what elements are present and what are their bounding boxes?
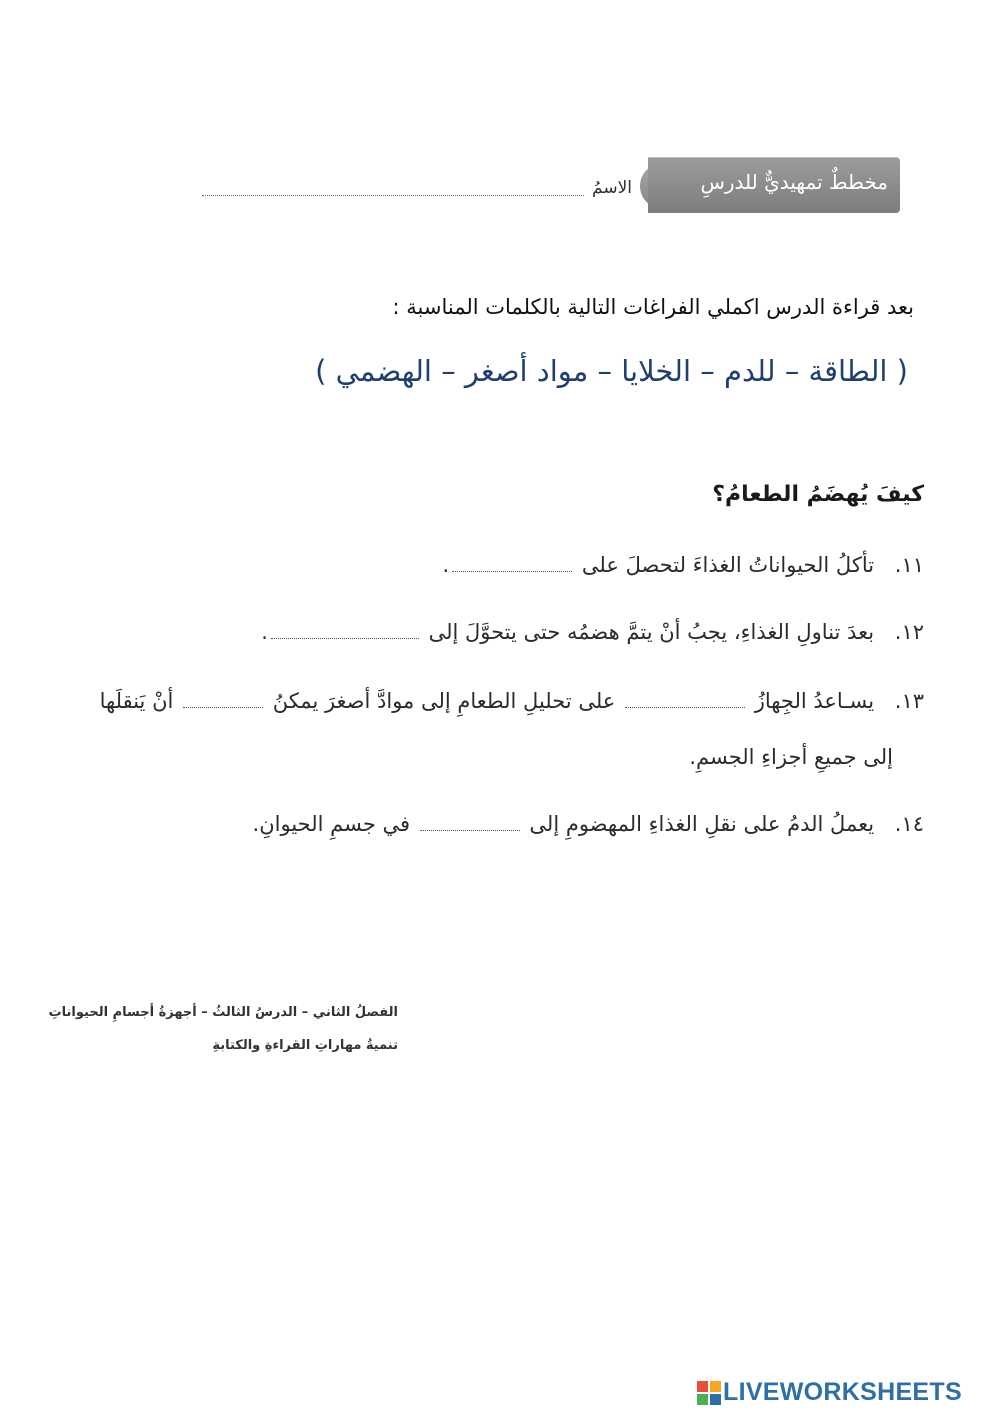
question-14: [253, 812, 924, 837]
answer-blank-11[interactable]: [452, 567, 572, 572]
word-bank: ( الطاقة – للدم – الخلايا – مواد أصغر – الهضمي ): [315, 354, 908, 388]
question-11: [443, 553, 924, 578]
liveworksheets-brand: [697, 1378, 997, 1408]
name-label: الاسمُ: [592, 178, 632, 198]
answer-blank-13b[interactable]: [183, 703, 263, 708]
question-12: [261, 620, 924, 645]
lesson-plan-title: مخططٌ تمهيديٌّ للدرسِ: [700, 170, 888, 194]
question-text: في جسمِ الحيوانِ.: [252, 812, 411, 836]
footer-chapter-info: الفصلُ الثاني – الدرسُ الثالثُ – أجهزةُ أجسامِ الحيواناتِ: [48, 1005, 398, 1020]
question-text: على تحليلِ الطعامِ إلى موادَّ أصغرَ يمكنُ: [272, 689, 616, 713]
question-end: .: [261, 620, 268, 644]
question-number: ١١.: [894, 553, 924, 577]
instruction-text: بعد قراءة الدرس اكملي الفراغات التالية بالكلمات المناسبة :: [392, 295, 914, 319]
question-text: أنْ يَنقلَها: [99, 689, 174, 713]
answer-blank-12[interactable]: [271, 634, 419, 639]
section-question-title: كيفَ يُهضَمُ الطعامُ؟: [712, 482, 924, 507]
question-end: .: [442, 553, 450, 577]
answer-blank-13a[interactable]: [625, 703, 745, 708]
question-13-continued: إلى جميعِ أجزاءِ الجسمِ.: [689, 745, 893, 769]
question-13: [100, 689, 924, 714]
brand-logo-icon: [697, 1381, 721, 1405]
brand-name: LIVEWORKSHEETS: [723, 1378, 962, 1406]
answer-blank-14[interactable]: [420, 826, 520, 831]
question-number: ١٤.: [894, 812, 924, 836]
name-input-line[interactable]: [202, 195, 584, 196]
question-number: ١٣.: [894, 689, 924, 713]
question-text: يعملُ الدمُ على نقلِ الغذاءِ المهضومِ إلى: [529, 812, 875, 836]
footer-skills-info: تنميةُ مهاراتِ القراءةِ والكتابةِ: [212, 1038, 398, 1053]
question-text: تأكلُ الحيواناتُ الغذاءَ لتحصلَ على: [581, 553, 875, 577]
question-text: يسـاعدُ الجِهازُ: [754, 689, 875, 713]
question-text: بعدَ تناولِ الغذاءِ، يجبُ أنْ يتمَّ هضمُه حتى يتحوَّلَ إلى: [428, 620, 875, 644]
question-number: ١٢.: [894, 620, 924, 644]
